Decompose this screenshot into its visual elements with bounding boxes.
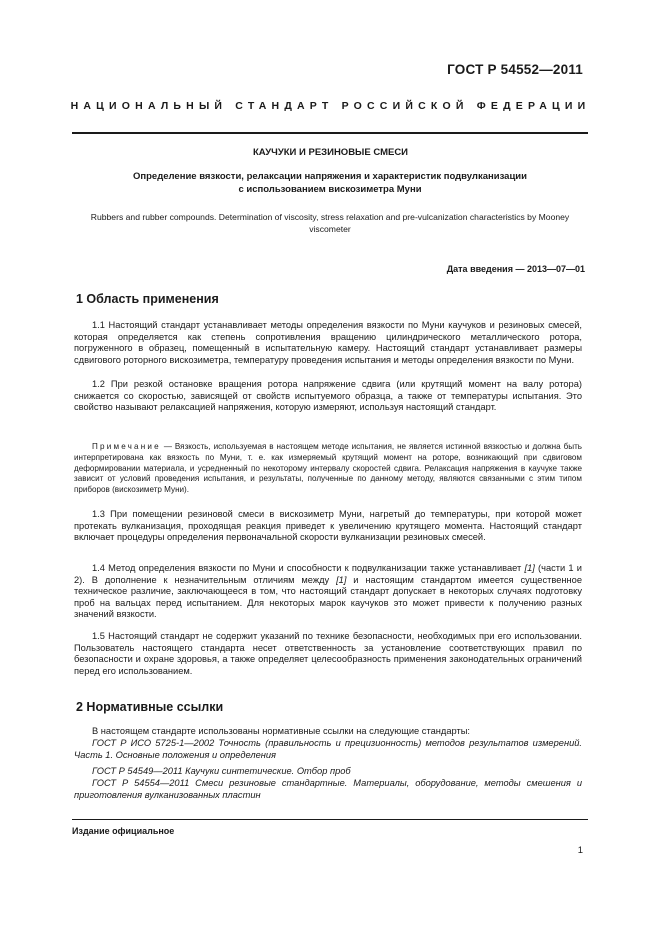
reference-gost-r-54554: ГОСТ Р 54554—2011 Смеси резиновые стандартные. Материалы, оборудование, методы смешения и приготовления вулканизованных пластин [74,778,582,800]
document-subtitle [80,170,580,196]
english-title: Rubbers and rubber compounds. Determination of viscosity, stress relaxation and pre-vulcanization characteristics by Mooney viscometer [90,212,570,234]
section-1-heading: 1 Область применения [76,292,219,306]
introduction-date: Дата введения — 2013—07—01 [446,264,585,274]
reference-1: [1] [524,563,535,573]
reference-gost-r-54549: ГОСТ Р 54549—2011 Каучуки синтетические. Отбор проб [92,766,351,776]
paragraph-1-3: 1.3 При помещении резиновой смеси в вискозиметр Муни, нагретый до температуры, при которой может протекать вулканизация, проходящая реакция приведет к увеличению крутящего момента. Настоящий стандарт включает процедуры определения первоначальной скорости вулканизации резиновых смесей. [74,509,582,543]
national-standard-heading: НАЦИОНАЛЬНЫЙ СТАНДАРТ РОССИЙСКОЙ ФЕДЕРАЦИИ [70,100,591,112]
references-intro: В настоящем стандарте использованы нормативные ссылки на следующие стандарты: [92,726,471,736]
note-label: Примечание [92,442,161,451]
page-number: 1 [577,845,583,856]
paragraph-1-4-text-a: 1.4 Метод определения вязкости по Муни и способности к подвулканизации также устанавливает [92,563,525,573]
note [74,442,582,496]
reference-1-second: [1] [336,574,347,585]
paragraph-1-4-text-b: (части 1 и 2). В дополнение к незначительным отличиям между [74,563,582,585]
paragraph-1-2: 1.2 При резкой остановке вращения ротора напряжение сдвига (или крутящий момент на валу ротора) снижается со скоростью, зависящей от свойств испытуемого образца, а также от температуры испытания. Это свойство называют релаксацией напряжения, которую измеряют, используя настоящий стандарт. [74,379,582,413]
reference-gost-r-iso-5725-1: ГОСТ Р ИСО 5725-1—2002 Точность (правильность и прецизионность) методов результатов измерений. Часть 1. Основные положения и определения [74,738,582,760]
subtitle-line-2: с использованием вискозиметра Муни [238,184,422,195]
document-code: ГОСТ Р 54552—2011 [447,62,583,77]
paragraph-1-4-text-c: и настоящим стандартом имеется существенное техническое различие, заключающееся в том, что настоящий стандарт допускает в некоторых случаях подготовку проб на вальцах перед испытанием. Для некоторых марок каучуков это может привести к получению разных значений вязкости. [74,574,582,620]
section-2-heading: 2 Нормативные ссылки [76,700,224,714]
paragraph-1-1: 1.1 Настоящий стандарт устанавливает методы определения вязкости по Муни каучуков и резиновых смесей, которая определяется как степень сопротивления вращению цилиндрического металлического ротора, погруженного в образец, помещенный в испытательную камеру. Настоящий стандарт устанавливает размеры сдвигового роторного вискозиметра, температуру проведения испытания и методы определения вязкости по Муни. [74,320,582,365]
header-rule [72,132,588,134]
official-edition-label: Издание официальное [72,826,175,836]
note-text: — Вязкость, используемая в настоящем методе испытания, не является истинной вязкостью и должна быть интерпретирована как вязкость по Муни, т. е. как измеряемый крутящий момент на роторе, возникающий при сдвиговом деформировании материала, и усредненный по некоторому интервалу скоростей сдвига. Релаксация напряжения в каучуке также зависит от условий проведения испытания, и результаты, полученные по данному методу, являются связанными с этим типом приборов (вискозиметр Муни). [74,442,582,495]
subtitle-line-1: Определение вязкости, релаксации напряжения и характеристик подвулканизации [133,171,527,182]
paragraph-1-4 [74,563,582,621]
document-title: КАУЧУКИ И РЕЗИНОВЫЕ СМЕСИ [252,147,409,158]
paragraph-1-5: 1.5 Настоящий стандарт не содержит указаний по технике безопасности, необходимых при его использовании. Пользователь настоящего стандарта несет ответственность за установление соответствующих правил по безопасности и охране здоровья, а также определяет целесообразность применения законодательных ограничений перед его использованием. [74,631,582,676]
footer-rule [72,819,588,820]
